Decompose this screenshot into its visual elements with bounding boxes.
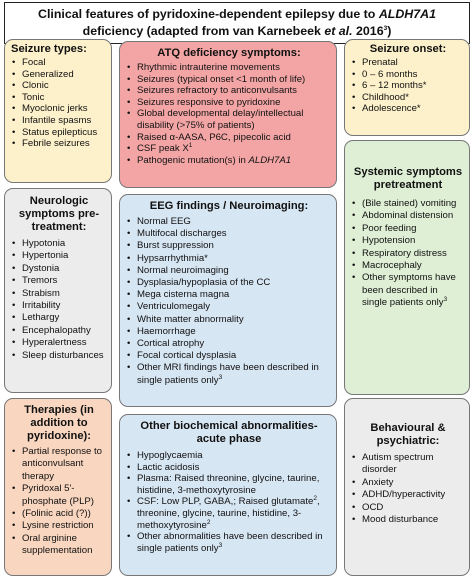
list-item: • Febrile seizures	[11, 138, 107, 150]
list-item: • Mega cisterna magna	[126, 289, 332, 301]
list-item: • Hyperalertness	[11, 337, 107, 349]
title-line2: deficiency (adapted from van Karnebeek et al. 2016$^3$)	[82, 24, 392, 38]
list-item: • Seizures refractory to anticonvulsants	[126, 85, 332, 97]
list-item: • 0 – 6 months	[351, 69, 465, 81]
list-item: • Seizures responsive to pyridoxine	[126, 97, 332, 109]
list-item: • Myoclonic jerks	[11, 103, 107, 115]
onset-list	[351, 57, 465, 115]
therapies-list	[11, 446, 107, 558]
list-item: • Pathogenic mutation(s) in ALDH7A1	[126, 155, 332, 167]
list-item: • White matter abnormality	[126, 314, 332, 326]
seizure-types-heading: Seizure types:	[11, 43, 87, 55]
list-item: • Global developmental delay/intellectual disability (>75% of patients)	[126, 108, 332, 131]
footnote-ref: 1	[188, 141, 193, 149]
list-item: • Other MRI findings have been described in single patients only$^3$	[126, 362, 332, 386]
title-ref: 3	[383, 24, 388, 32]
list-item: • (Folinic acid (?))	[11, 508, 107, 520]
title-gene: ALDH7A1	[378, 7, 436, 21]
list-item: • Seizures (typical onset <1 month of life)	[126, 74, 332, 86]
list-item: • Poor feeding	[351, 223, 465, 235]
therapies-box	[4, 398, 112, 576]
list-item: • Mood disturbance	[351, 514, 465, 526]
list-item: • Rhythmic intrauterine movements	[126, 62, 332, 74]
footnote-ref: 2	[313, 495, 317, 503]
list-item: • Raised α-AASA, P6C, pipecolic acid	[126, 132, 332, 144]
atq-list	[126, 62, 332, 166]
list-item: • Generalized	[11, 69, 107, 81]
list-item: • (Bile stained) vomiting	[351, 198, 465, 210]
list-item: • Macrocephaly	[351, 260, 465, 272]
footnote-ref: 3	[443, 296, 448, 304]
list-item: • Plasma: Raised threonine, glycine, taurine, histidine, 3-methoxytyrosine	[126, 473, 332, 496]
list-item: • 6 – 12 months*	[351, 80, 465, 92]
list-item: • OCD	[351, 502, 465, 514]
neurologic-symptoms-box	[4, 188, 112, 393]
title-et-al: et al.	[324, 24, 353, 38]
list-item: • ADHD/hyperactivity	[351, 489, 465, 501]
list-item: • Pyridoxal 5'-phosphate (PLP)	[11, 483, 107, 508]
list-item: • Irritability	[11, 300, 107, 312]
atq-heading: ATQ deficiency symptoms:	[157, 47, 301, 59]
list-item: • Prenatal	[351, 57, 465, 69]
systemic-heading: Systemic symptoms pretreatment	[353, 166, 463, 191]
seizure-onset-box	[344, 39, 470, 136]
list-item: • CSF: Low PLP, GABA,; Raised glutamate$^2$, threonine, glycine, taurine, histidine, 3-methoxytyrosine$^2$	[126, 496, 332, 531]
onset-heading: Seizure onset:	[369, 43, 447, 55]
list-item: • Status epilepticus	[11, 127, 107, 139]
list-item: • Tonic	[11, 92, 107, 104]
list-item: • Anxiety	[351, 477, 465, 489]
gene-name: ALDH7A1	[248, 154, 292, 166]
title-line1: Clinical features of pyridoxine-dependent epilepsy due to ALDH7A1	[38, 7, 436, 21]
footnote-ref: 3	[218, 373, 223, 381]
footnote-ref: 3	[218, 541, 223, 549]
list-item: • Haemorrhage	[126, 326, 332, 338]
list-item: • Normal EEG	[126, 216, 332, 228]
list-item: • Hypotension	[351, 235, 465, 247]
list-item: • Lactic acidosis	[126, 462, 332, 474]
seizure-types-list	[11, 57, 107, 150]
behaviour-heading: Behavioural & psychiatric:	[370, 422, 446, 447]
atq-deficiency-box	[119, 41, 337, 188]
eeg-heading: EEG findings / Neuroimaging:	[149, 200, 309, 212]
behavioural-psychiatric-box	[344, 398, 470, 576]
list-item: • Autism spectrum disorder	[351, 452, 465, 477]
list-item: • Dysplasia/hypoplasia of the CC	[126, 277, 332, 289]
list-item: • Oral arginine supplementation	[11, 533, 107, 558]
list-item: • Focal	[11, 57, 107, 69]
list-item: • Focal cortical dysplasia	[126, 350, 332, 362]
list-item: • Sleep disturbances	[11, 350, 107, 362]
list-item: • Normal neuroimaging	[126, 265, 332, 277]
list-item: • Hypoglycaemia	[126, 450, 332, 462]
list-item: • Cortical atrophy	[126, 338, 332, 350]
neurologic-heading: Neurologic symptoms pre-treatment:	[18, 195, 100, 233]
therapies-heading: Therapies (in addition to pyridoxine):	[24, 404, 94, 442]
list-item: • Burst suppression	[126, 240, 332, 252]
list-item: • Respiratory distress	[351, 248, 465, 260]
list-item: • Childhood*	[351, 92, 465, 104]
biochem-list	[126, 450, 332, 554]
list-item: • Adolescence*	[351, 103, 465, 115]
list-item: • Tremors	[11, 275, 107, 287]
list-item: • Abdominal distension	[351, 210, 465, 222]
list-item: • Infantile spasms	[11, 115, 107, 127]
behaviour-list	[351, 452, 465, 526]
eeg-neuroimaging-box	[119, 194, 337, 407]
list-item: • Encephalopathy	[11, 325, 107, 337]
list-item: • Other abnormalities have been described in single patients only$^3$	[126, 531, 332, 554]
list-item: • Clonic	[11, 80, 107, 92]
biochemical-abnormalities-box	[119, 414, 337, 576]
systemic-symptoms-box	[344, 140, 470, 395]
eeg-list	[126, 216, 332, 387]
neurologic-list	[11, 238, 107, 362]
diagram-title	[4, 2, 470, 44]
list-item: • Dystonia	[11, 263, 107, 275]
biochem-heading: Other biochemical abnormalities-acute phase	[140, 420, 318, 445]
list-item: • Multifocal discharges	[126, 228, 332, 240]
list-item: • Partial response to anticonvulsant therapy	[11, 446, 107, 483]
seizure-types-box	[4, 39, 112, 183]
footnote-ref: 2	[206, 518, 211, 526]
list-item: • Ventriculomegaly	[126, 301, 332, 313]
list-item: • Hypsarrhythmia*	[126, 253, 332, 265]
list-item: • Other symptoms have been described in single patients only$^3$	[351, 272, 465, 309]
list-item: • Hypotonia	[11, 238, 107, 250]
list-item: • Lethargy	[11, 312, 107, 324]
systemic-list	[351, 198, 465, 310]
list-item: • Hypertonia	[11, 250, 107, 262]
list-item: • Lysine restriction	[11, 520, 107, 532]
list-item: • Strabism	[11, 288, 107, 300]
list-item: • CSF peak $X^1$	[126, 143, 332, 155]
